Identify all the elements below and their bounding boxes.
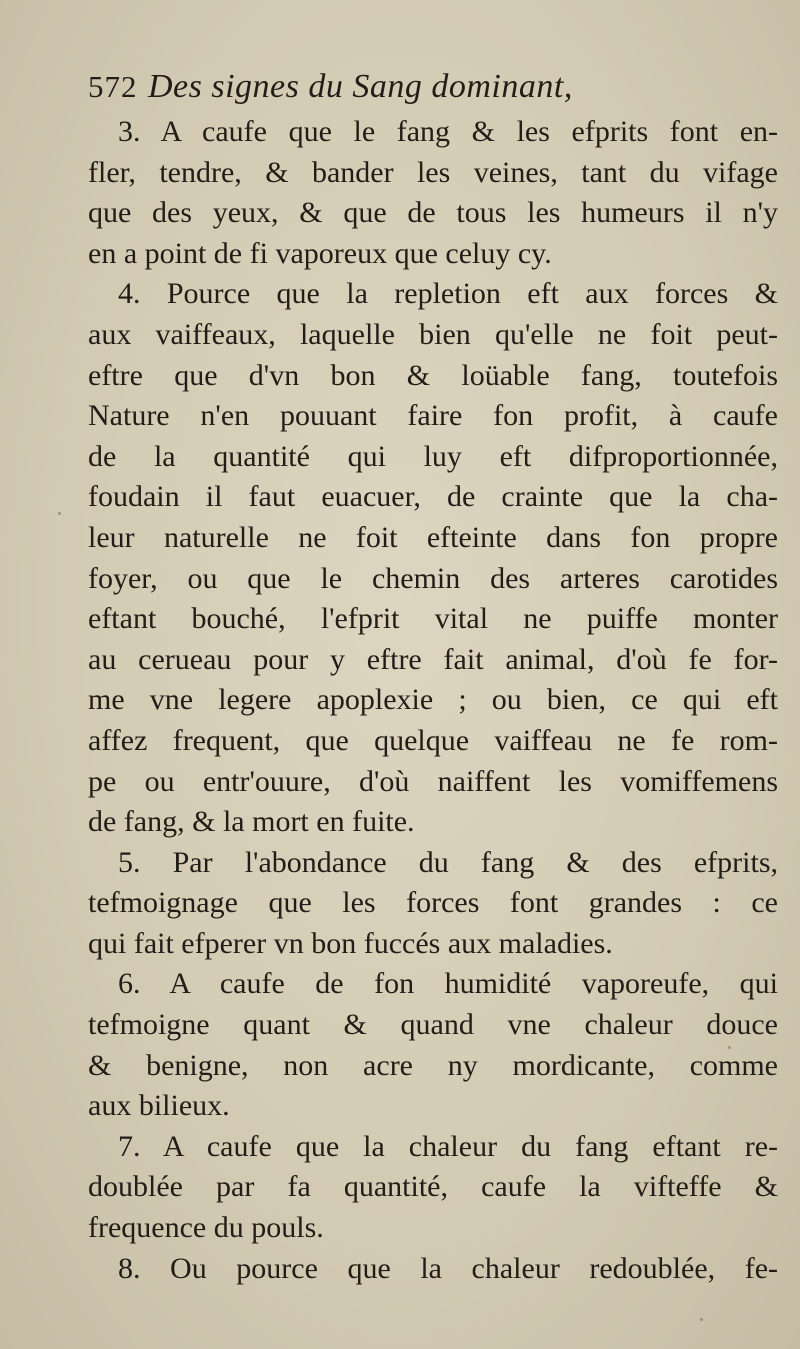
text-line: 7. A caufe que la chaleur du fang eftant re-: [118, 1129, 778, 1163]
text-line: que des yeux, & que de tous les humeurs il n'y: [88, 196, 778, 230]
text-line: 8. Ou pource que la chaleur redoublée, fe-: [118, 1251, 778, 1285]
running-head: [88, 62, 778, 112]
text-line: tefmoigne quant & quand vne chaleur douce: [88, 1008, 778, 1042]
running-title: Des signes du Sang dominant,: [148, 68, 573, 105]
text-line: 4. Pource que la repletion eft aux forces &: [118, 277, 778, 311]
text-line: Nature n'en pouuant faire fon profit, à caufe: [88, 399, 778, 433]
paper-speck: [728, 1046, 731, 1049]
text-line: au cerueau pour y eftre fait animal, d'où fe for-: [88, 642, 778, 676]
text-line: eftre que d'vn bon & loüable fang, toutefois: [88, 358, 778, 392]
text-line: tefmoignage que les forces font grandes : ce: [88, 886, 778, 920]
text-line: leur naturelle ne foit efteinte dans fon propre: [88, 520, 778, 554]
paper-speck: [700, 1318, 703, 1321]
text-line: & benigne, non acre ny mordicante, comme: [88, 1048, 778, 1082]
text-line: doublée par fa quantité, caufe la vifteffe &: [88, 1170, 778, 1204]
text-line: frequence du pouls.: [88, 1211, 324, 1245]
text-line: pe ou entr'ouure, d'où naiffent les vomiffemens: [88, 764, 778, 798]
text-line: eftant bouché, l'efprit vital ne puiffe monter: [88, 602, 778, 636]
text-block: [88, 62, 778, 1289]
text-line: de fang, & la mort en fuite.: [88, 805, 415, 839]
text-line: de la quantité qui luy eft difproportionnée,: [88, 439, 778, 473]
text-line: foudain il faut euacuer, de crainte que la cha-: [88, 480, 778, 514]
page-number: 572: [88, 69, 138, 104]
text-line: foyer, ou que le chemin des arteres carotides: [88, 561, 778, 595]
text-line: en a point de fi vaporeux que celuy cy.: [88, 236, 552, 270]
text-line: qui fait efperer vn bon fuccés aux maladies.: [88, 926, 613, 960]
text-line: 5. Par l'abondance du fang & des efprits,: [118, 845, 778, 879]
body-text: [88, 112, 778, 1289]
text-line: 6. A caufe de fon humidité vaporeufe, qui: [118, 967, 778, 1001]
paper-speck: [58, 512, 61, 515]
text-line: me vne legere apoplexie ; ou bien, ce qui eft: [88, 683, 778, 717]
text-line: fler, tendre, & bander les veines, tant du vifage: [88, 155, 778, 189]
text-line: aux bilieux.: [88, 1089, 230, 1123]
text-line: affez frequent, que quelque vaiffeau ne fe rom-: [88, 723, 778, 757]
text-line: aux vaiffeaux, laquelle bien qu'elle ne foit peut-: [88, 317, 778, 351]
text-line: 3. A caufe que le fang & les efprits font en-: [118, 115, 778, 148]
